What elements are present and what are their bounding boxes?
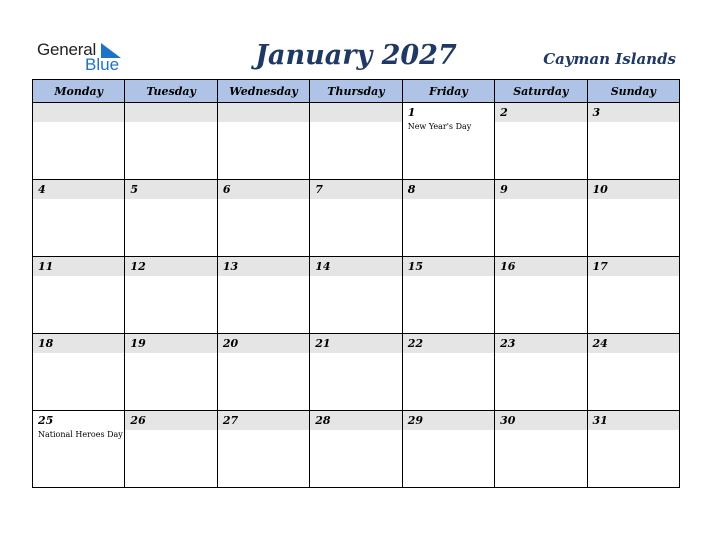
day-number: 30 [495,411,586,430]
calendar-grid [32,79,680,488]
day-number [310,103,401,122]
day-number: 8 [403,180,494,199]
day-cell [587,180,679,257]
week-row [33,334,680,411]
day-cell [495,334,587,411]
day-cell [217,180,309,257]
day-cell [402,411,494,488]
day-cell [33,180,125,257]
day-number [125,103,216,122]
week-row [33,103,680,180]
day-cell [402,334,494,411]
weekday-header: Friday [402,80,494,103]
day-cell [310,411,402,488]
day-number: 10 [588,180,679,199]
day-number: 13 [218,257,309,276]
day-number: 17 [588,257,679,276]
day-number: 18 [33,334,124,353]
day-number [218,103,309,122]
day-number: 24 [588,334,679,353]
day-number: 23 [495,334,586,353]
day-number: 20 [218,334,309,353]
day-cell [33,334,125,411]
weekday-header: Tuesday [125,80,217,103]
day-number: 4 [33,180,124,199]
day-cell [125,257,217,334]
weekday-header-row [33,80,680,103]
day-number: 29 [403,411,494,430]
day-cell [217,411,309,488]
day-number: 21 [310,334,401,353]
day-number: 15 [403,257,494,276]
day-cell [402,103,494,180]
day-number: 14 [310,257,401,276]
day-cell [310,257,402,334]
day-number: 12 [125,257,216,276]
day-cell [402,257,494,334]
logo-blue-text: Blue [85,55,120,74]
day-cell [217,334,309,411]
day-cell [33,411,125,488]
day-number: 7 [310,180,401,199]
day-cell [125,411,217,488]
day-cell [310,103,402,180]
day-number: 2 [495,103,586,122]
weekday-header: Thursday [310,80,402,103]
day-number: 19 [125,334,216,353]
day-cell [125,103,217,180]
day-number [33,103,124,122]
day-cell [125,180,217,257]
page-title: January 2027 [255,40,457,71]
day-cell [587,103,679,180]
week-row [33,180,680,257]
holiday-label: New Year's Day [407,122,472,131]
logo-general-text: General [37,40,97,59]
day-cell [495,180,587,257]
day-number: 16 [495,257,586,276]
day-cell [217,103,309,180]
day-number: 25 [33,411,124,430]
day-number: 26 [125,411,216,430]
weekday-header: Saturday [495,80,587,103]
week-row [33,411,680,488]
day-cell [125,334,217,411]
country-name: Cayman Islands [543,50,676,68]
day-cell [217,257,309,334]
day-cell [495,257,587,334]
day-number: 22 [403,334,494,353]
week-row [33,257,680,334]
day-number: 3 [588,103,679,122]
day-cell [33,257,125,334]
day-number: 5 [125,180,216,199]
day-number: 9 [495,180,586,199]
day-cell [310,180,402,257]
day-cell [587,257,679,334]
holiday-label: National Heroes Day [38,430,123,439]
day-cell [495,103,587,180]
day-cell [33,103,125,180]
day-number: 1 [403,103,494,122]
day-cell [587,411,679,488]
day-cell [310,334,402,411]
weekday-header: Wednesday [217,80,309,103]
day-cell [495,411,587,488]
day-number: 6 [218,180,309,199]
weekday-header: Monday [33,80,125,103]
day-cell [587,334,679,411]
day-number: 11 [33,257,124,276]
day-number: 28 [310,411,401,430]
day-number: 27 [218,411,309,430]
day-number: 31 [588,411,679,430]
weekday-header: Sunday [587,80,679,103]
day-cell [402,180,494,257]
